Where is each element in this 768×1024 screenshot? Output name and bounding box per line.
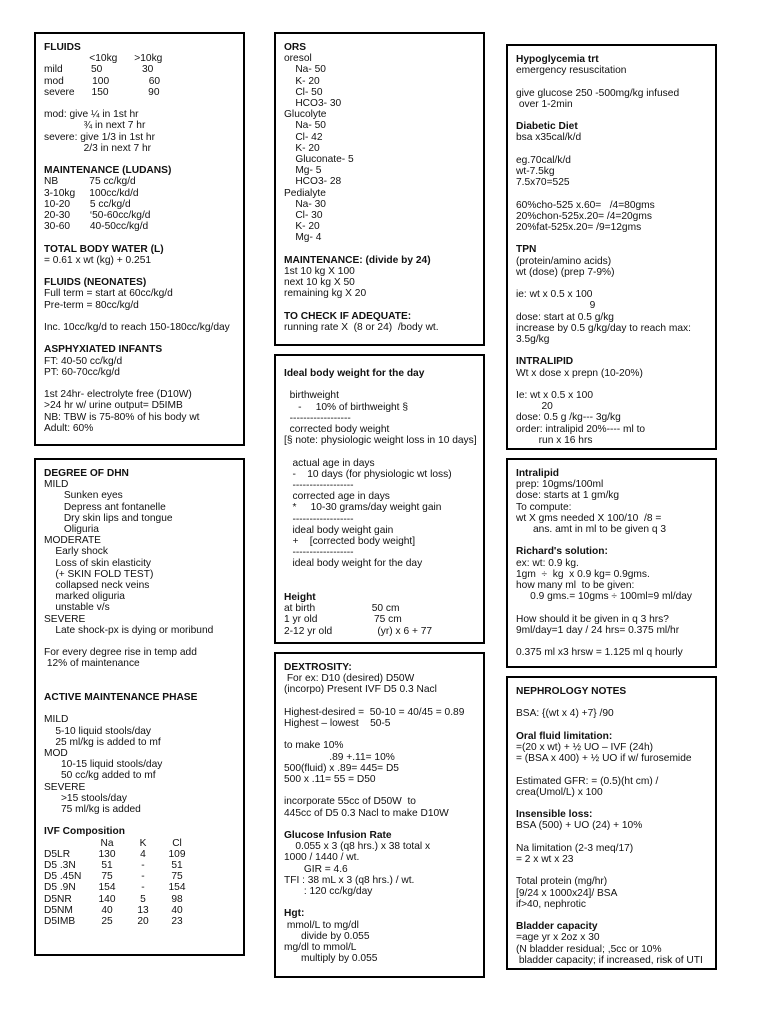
- section-heading: MAINTENANCE: (divide by 24): [284, 254, 431, 266]
- text-line: BSA: {(wt x 4) +7} /90: [516, 708, 614, 720]
- text-line: : 120 cc/kg/day: [284, 886, 373, 897]
- table-cell: 75: [101, 871, 113, 883]
- text-line: [284, 446, 475, 457]
- text-line: = (BSA x 400) + ½ UO if w/ furosemide: [516, 753, 692, 765]
- section-heading: TO CHECK IF ADEQUATE:: [284, 310, 412, 322]
- text-line: eg.70cal/k/d: [516, 154, 571, 166]
- table-header-cell: Cl: [172, 837, 182, 849]
- text-line: 1gm ÷ kg x 0.9 kg= 0.9gms.: [516, 568, 650, 580]
- text-line: Early shock: [44, 546, 108, 558]
- text-line: dose: starts at 1 gm/kg: [516, 490, 620, 502]
- section-heading: Glucose Infusion Rate: [284, 829, 392, 841]
- text-line: ------------------: [284, 547, 354, 559]
- hypoglycemia-box: [506, 44, 717, 450]
- section-heading: DEGREE OF DHN: [44, 468, 129, 479]
- text-line: wt X gms needed X 100/10 /8 =: [516, 512, 662, 524]
- text-line: oresol: [284, 53, 312, 65]
- text-line: [516, 798, 707, 809]
- text-line: 60%cho-525 x.60= /4=80gms: [516, 199, 655, 211]
- text-line: =age yr x 2oz x 30: [516, 932, 600, 944]
- ideal-body-weight-box: [274, 354, 485, 644]
- text-line: 50 cc/kg added to mf: [44, 770, 156, 782]
- text-line: emergency resuscitation: [516, 65, 627, 77]
- text-line: [44, 636, 235, 647]
- text-line: [44, 703, 235, 714]
- text-line: [516, 832, 707, 843]
- text-line: [284, 581, 475, 592]
- section-heading: ACTIVE MAINTENANCE PHASE: [44, 692, 198, 704]
- table-cell: 20: [137, 916, 149, 928]
- text-line: 30-60 40-50cc/kg/d: [44, 221, 149, 233]
- text-line: ------------------: [284, 480, 354, 491]
- section-heading: FLUIDS: [44, 42, 81, 53]
- section-heading: MAINTENANCE (LUDANS): [44, 165, 172, 177]
- text-line: Late shock-px is dying or moribund: [44, 624, 214, 636]
- text-line: [516, 535, 707, 546]
- text-line: running rate X (8 or 24) /body wt.: [284, 322, 439, 334]
- text-line: [516, 110, 707, 121]
- text-line: Na- 30: [284, 198, 326, 210]
- text-line: bladder capacity; if increased, risk of UTI: [516, 954, 703, 966]
- section-heading: NEPHROLOGY NOTES: [516, 686, 627, 697]
- dextrosity-box: [274, 652, 485, 978]
- text-line: [284, 244, 475, 255]
- text-line: run x 16 hrs: [516, 434, 593, 446]
- table-cell: D5 .3N: [44, 860, 76, 872]
- text-line: MILD: [44, 714, 69, 726]
- text-line: 20: [516, 401, 553, 413]
- section-heading: Intralipid: [516, 468, 560, 479]
- text-line: [516, 720, 707, 731]
- text-line: mod 100 60: [44, 75, 161, 87]
- table-cell: 23: [171, 916, 183, 928]
- table-cell: 140: [98, 893, 116, 905]
- text-line: (+ SKIN FOLD TEST): [44, 568, 154, 580]
- text-line: + [corrected body weight]: [284, 536, 416, 548]
- table-cell: D5NM: [44, 904, 73, 916]
- text-line: unstable v/s: [44, 602, 110, 614]
- section-heading: Height: [284, 592, 316, 603]
- nephrology-box: [506, 676, 717, 970]
- text-line: actual age in days: [284, 457, 375, 469]
- section-heading: INTRALIPID: [516, 356, 574, 368]
- text-line: [516, 278, 707, 289]
- text-line: SEVERE: [44, 613, 86, 625]
- table-cell: 51: [171, 860, 183, 872]
- text-line: (protein/amino acids): [516, 255, 612, 267]
- table-cell: 13: [137, 904, 149, 916]
- text-line: [284, 897, 475, 908]
- text-line: Mg- 4: [284, 232, 322, 244]
- text-line: Sunken eyes: [44, 490, 123, 502]
- text-line: 9ml/day=1 day / 24 hrs= 0.375 ml/hr: [516, 624, 680, 636]
- text-line: divide by 0.055: [284, 930, 370, 942]
- text-line: For ex: D10 (desired) D50W: [284, 673, 415, 685]
- text-line: NB: TBW is 75-80% of his body wt: [44, 411, 200, 423]
- text-line: 500(fluid) x .89= 445= D5: [284, 762, 399, 774]
- text-line: 10-15 liquid stools/day: [44, 759, 163, 771]
- text-line: MODERATE: [44, 535, 101, 547]
- text-line: give glucose 250 -500mg/kg infused: [516, 87, 680, 99]
- text-line: mg/dl to mmol/L: [284, 942, 357, 953]
- text-line: 20-30 ‘50-60cc/kg/d: [44, 210, 151, 222]
- text-line: [516, 345, 707, 356]
- text-line: [44, 378, 235, 389]
- text-line: [44, 232, 235, 243]
- text-line: ie: wt x 0.5 x 100: [516, 289, 593, 301]
- text-line: [44, 154, 235, 165]
- text-line: [284, 570, 475, 581]
- text-line: = 0.61 x wt (kg) + 0.251: [44, 254, 152, 266]
- text-line: Estimated GFR: = (0.5)(ht cm) /: [516, 775, 659, 787]
- dehydration-box: [34, 458, 245, 956]
- text-line: 2-12 yr old (yr) x 6 + 77: [284, 625, 433, 637]
- text-line: order: intralipid 20%---- ml to: [516, 423, 646, 435]
- text-line: next 10 kg X 50: [284, 277, 355, 289]
- table-cell: 154: [168, 882, 186, 894]
- text-line: [44, 815, 235, 826]
- text-line: * 10-30 grams/day weight gain: [284, 502, 442, 514]
- text-line: 445cc of D5 0.3 Nacl to make D10W: [284, 807, 449, 819]
- section-heading: Insensible loss:: [516, 809, 593, 821]
- text-line: Cl- 42: [284, 131, 323, 143]
- text-line: For every degree rise in temp add: [44, 647, 197, 659]
- table-cell: 5: [140, 893, 146, 905]
- text-line: if>40, nephrotic: [516, 898, 586, 910]
- text-line: 75 ml/kg is added: [44, 804, 141, 816]
- text-line: Dry skin lips and tongue: [44, 512, 173, 524]
- section-heading: FLUIDS (NEONATES): [44, 277, 147, 289]
- text-line: collapsed neck veins: [44, 580, 150, 592]
- text-line: To compute:: [516, 501, 572, 513]
- text-line: [516, 865, 707, 876]
- text-line: = 2 x wt x 23: [516, 853, 574, 865]
- section-heading: Hgt:: [284, 908, 305, 920]
- text-line: >15 stools/day: [44, 792, 127, 804]
- text-line: Depress ant fontanelle: [44, 501, 166, 513]
- text-line: over 1-2min: [516, 98, 573, 110]
- text-line: [516, 697, 707, 708]
- text-line: Cl- 30: [284, 210, 323, 222]
- text-line: [284, 300, 475, 311]
- text-line: 2/3 in next 7 hr: [44, 142, 152, 154]
- text-line: ¾ in next 7 hr: [44, 120, 146, 132]
- text-line: [516, 233, 707, 244]
- text-line: K- 20: [284, 75, 320, 87]
- text-line: <10kg >10kg: [44, 53, 163, 65]
- text-line: increase by 0.5 g/kg/day to reach max:: [516, 322, 691, 334]
- text-line: 1st 24hr- electrolyte free (D10W): [44, 389, 192, 401]
- text-line: 12% of maintenance: [44, 658, 140, 670]
- text-line: [516, 379, 707, 390]
- text-line: PT: 60-70cc/kg/d: [44, 366, 120, 378]
- text-line: >24 hr w/ urine output= D5IMB: [44, 400, 183, 412]
- text-line: at birth 50 cm: [284, 603, 400, 615]
- fluids-box: [34, 32, 245, 446]
- text-line: [44, 266, 235, 277]
- section-heading: IVF Composition: [44, 826, 125, 838]
- table-cell: D5LR: [44, 848, 71, 860]
- section-heading: TOTAL BODY WATER (L): [44, 243, 164, 255]
- text-line: GIR = 4.6: [284, 863, 348, 875]
- section-heading: Richard's solution:: [516, 546, 608, 558]
- text-line: wt-7.5kg: [516, 165, 555, 177]
- ors-box: [274, 32, 485, 346]
- text-line: [516, 144, 707, 155]
- text-line: [516, 910, 707, 921]
- text-line: ideal body weight gain: [284, 524, 394, 536]
- section-heading: ASPHYXIATED INFANTS: [44, 344, 163, 356]
- text-line: [284, 729, 475, 740]
- intralipid-box: [506, 458, 717, 668]
- text-line: ideal body weight for the day: [284, 558, 423, 570]
- text-line: 9: [516, 300, 596, 312]
- table-cell: 4: [140, 848, 146, 860]
- table-cell: 154: [98, 882, 116, 894]
- text-line: 25 ml/kg is added to mf: [44, 736, 161, 748]
- text-line: [516, 188, 707, 199]
- table-cell: 130: [98, 848, 116, 860]
- text-line: [516, 76, 707, 87]
- text-line: [44, 311, 235, 322]
- text-line: [516, 764, 707, 775]
- table-cell: 40: [171, 904, 183, 916]
- text-line: dose: 0.5 g /kg--- 3g/kg: [516, 412, 621, 424]
- table-cell: D5IMB: [44, 916, 76, 928]
- text-line: dose: start at 0.5 g/kg: [516, 311, 614, 323]
- table-cell: 25: [101, 916, 113, 928]
- section-heading: ORS: [284, 42, 307, 53]
- table-cell: -: [141, 871, 145, 883]
- text-line: [284, 696, 475, 707]
- section-heading: Ideal body weight for the day: [284, 368, 425, 379]
- text-line: corrected age in days: [284, 491, 390, 503]
- text-line: mod: give ¼ in 1st hr: [44, 109, 139, 121]
- text-line: 1 yr old 75 cm: [284, 614, 402, 626]
- section-heading: Oral fluid limitation:: [516, 730, 613, 742]
- table-cell: D5 .9N: [44, 882, 76, 894]
- section-heading: Diabetic Diet: [516, 121, 578, 133]
- text-line: 3-10kg 100cc/kd/d: [44, 187, 139, 199]
- table-header-cell: K: [139, 837, 147, 849]
- text-line: to make 10%: [284, 740, 344, 752]
- section-heading: Hypoglycemia trt: [516, 54, 599, 65]
- text-line: Inc. 10cc/kg/d to reach 150-180cc/kg/day: [44, 322, 230, 333]
- text-line: MILD: [44, 479, 69, 491]
- text-line: 7.5x70=525: [516, 177, 570, 189]
- text-line: marked oliguria: [44, 591, 125, 603]
- text-line: 0.375 ml x3 hrsw = 1.125 ml q hourly: [516, 647, 683, 659]
- text-line: Total protein (mg/hr): [516, 876, 608, 888]
- text-line: multiply by 0.055: [284, 953, 378, 965]
- text-line: 1st 10 kg X 100: [284, 266, 355, 278]
- text-line: K- 20: [284, 142, 320, 154]
- table-cell: 75: [171, 871, 183, 883]
- text-line: [284, 785, 475, 796]
- text-line: mild 50 30: [44, 64, 154, 76]
- text-line: SEVERE: [44, 781, 86, 793]
- table-cell: -: [141, 860, 145, 872]
- text-line: Adult: 60%: [44, 422, 94, 434]
- text-line: 0.9 gms.= 10gms ÷ 100ml=9 ml/day: [516, 591, 693, 603]
- text-line: HCO3- 30: [284, 98, 342, 110]
- text-line: [284, 819, 475, 830]
- text-line: [44, 681, 235, 692]
- text-line: [§ note: physiologic weight loss in 10 days]: [284, 435, 477, 447]
- text-line: Pedialyte: [284, 187, 326, 199]
- section-heading: DEXTROSITY:: [284, 662, 352, 673]
- text-line: Wt x dose x prepn (10-20%): [516, 367, 643, 379]
- text-line: 3.5g/kg: [516, 333, 550, 345]
- table-header-cell: [44, 838, 88, 849]
- text-line: Na- 50: [284, 64, 326, 76]
- text-line: BSA (500) + UO (24) + 10%: [516, 820, 643, 832]
- text-line: ex: wt: 0.9 kg.: [516, 557, 579, 569]
- table-cell: 40: [101, 904, 113, 916]
- text-line: 0.055 x 3 (q8 hrs.) x 38 total x: [284, 841, 431, 853]
- text-line: Loss of skin elasticity: [44, 557, 152, 569]
- table-cell: 109: [168, 848, 186, 860]
- text-line: - 10% of birthweight §: [284, 401, 409, 413]
- text-line: Na limitation (2-3 meq/17): [516, 842, 634, 854]
- text-line: .89 +.11= 10%: [284, 751, 395, 763]
- text-line: severe: give 1/3 in 1st hr: [44, 131, 155, 143]
- text-line: severe 150 90: [44, 86, 160, 98]
- text-line: Mg- 5: [284, 165, 322, 177]
- text-line: [516, 636, 707, 647]
- text-line: [44, 670, 235, 681]
- text-line: Cl- 50: [284, 86, 323, 98]
- text-line: Ie: wt x 0.5 x 100: [516, 389, 594, 401]
- text-line: 5-10 liquid stools/day: [44, 725, 152, 737]
- text-line: 10-20 5 cc/kg/d: [44, 198, 131, 210]
- text-line: mmol/L to mg/dl: [284, 919, 359, 931]
- text-line: Glucolyte: [284, 109, 327, 121]
- text-line: Highest – lowest 50-5: [284, 718, 391, 729]
- text-line: [44, 333, 235, 344]
- text-line: 20%chon-525x.20= /4=20gms: [516, 210, 652, 222]
- text-line: remaining kg X 20: [284, 288, 367, 300]
- text-line: NB 75 cc/kg/d: [44, 176, 136, 188]
- text-line: wt (dose) (prep 7-9%): [516, 266, 615, 278]
- text-line: Pre-term = 80cc/kg/d: [44, 299, 139, 311]
- text-line: Gluconate- 5: [284, 154, 354, 166]
- text-line: How should it be given in q 3 hrs?: [516, 613, 669, 625]
- text-line: prep: 10gms/100ml: [516, 479, 604, 491]
- table-header-cell: Na: [100, 837, 114, 849]
- section-heading: Bladder capacity: [516, 921, 598, 933]
- text-line: how many ml to be given:: [516, 580, 635, 592]
- text-line: HCO3- 28: [284, 176, 342, 188]
- ivf-composition-table: [44, 838, 235, 928]
- table-cell: 51: [101, 860, 113, 872]
- table-cell: D5 .45N: [44, 871, 82, 883]
- text-line: ------------------: [284, 513, 354, 525]
- text-line: (incorpo) Present IVF D5 0.3 Nacl: [284, 684, 437, 696]
- text-line: - 10 days (for physiologic wt loss): [284, 468, 452, 480]
- text-line: Na- 50: [284, 120, 326, 132]
- text-line: FT: 40-50 cc/kg/d: [44, 355, 123, 367]
- table-cell: D5NR: [44, 893, 72, 905]
- text-line: [9/24 x 1000x24]/ BSA: [516, 887, 618, 899]
- text-line: TFI : 38 mL x 3 (q8 hrs.) / wt.: [284, 874, 415, 886]
- text-line: birthweight: [284, 390, 339, 402]
- text-line: (N bladder residual; ,5cc or 10%: [516, 943, 662, 955]
- text-line: Highest-desired = 50-10 = 40/45 = 0.89: [284, 706, 465, 718]
- text-line: ans. amt in ml to be given q 3: [516, 524, 667, 536]
- section-heading: TPN: [516, 244, 537, 256]
- table-cell: 98: [171, 893, 183, 905]
- table-cell: -: [141, 882, 145, 894]
- text-line: bsa x35cal/k/d: [516, 132, 582, 144]
- text-line: [516, 602, 707, 613]
- text-line: incorporate 55cc of D50W to: [284, 796, 416, 808]
- text-line: =(20 x wt) + ½ UO – IVF (24h): [516, 741, 654, 753]
- text-line: [44, 98, 235, 109]
- text-line: ------------------: [284, 412, 351, 424]
- text-line: MOD: [44, 748, 68, 760]
- text-line: K- 20: [284, 221, 320, 233]
- text-line: 20%fat-525x.20= /9=12gms: [516, 221, 642, 233]
- text-line: Oliguria: [44, 524, 99, 536]
- text-line: Full term = start at 60cc/kg/d: [44, 288, 173, 300]
- text-line: 1000 / 1440 / wt.: [284, 852, 360, 864]
- text-line: crea(Umol/L) x 100: [516, 786, 603, 798]
- text-line: 500 x .11= 55 = D50: [284, 774, 376, 785]
- text-line: corrected body weight: [284, 424, 390, 435]
- text-line: [284, 379, 475, 390]
